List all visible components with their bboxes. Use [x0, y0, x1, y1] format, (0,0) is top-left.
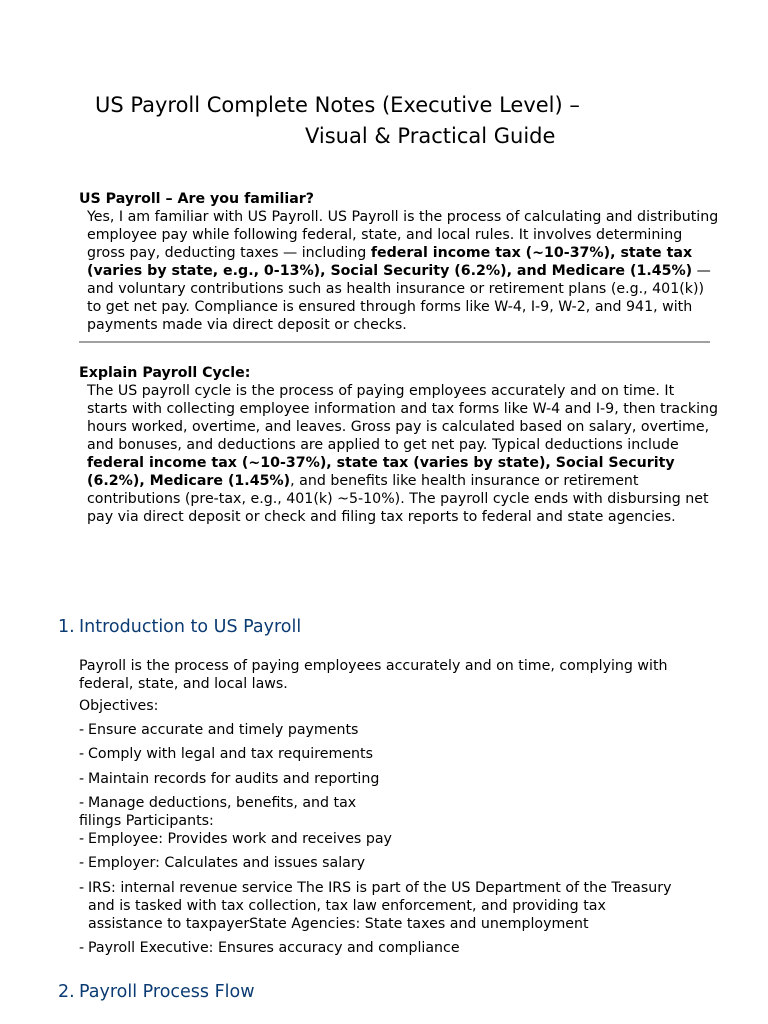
list-item	[79, 879, 679, 933]
list-dash: -	[79, 831, 85, 847]
document-title	[0, 90, 768, 152]
qa-payroll-cycle	[79, 364, 719, 526]
list-item	[79, 721, 699, 739]
list-item	[79, 854, 699, 872]
title-line-1: US Payroll Complete Notes (Executive Level) –	[95, 93, 580, 117]
section-heading-2	[58, 981, 255, 1003]
list-item-text: Comply with legal and tax requirements	[88, 746, 373, 762]
list-item-continuation: filings Participants:	[79, 813, 214, 829]
list-item-text: Manage deductions, benefits, and tax	[88, 795, 357, 811]
list-item-text: Payroll Executive: Ensures accuracy and compliance	[88, 940, 460, 956]
horizontal-divider	[79, 341, 710, 343]
list-dash: -	[79, 855, 85, 871]
list-item-text: Employer: Calculates and issues salary	[88, 855, 366, 871]
answer-cycle-text-2: , and benefits like health insurance or retirement contributions (pre-tax, e.g., 401(k) ~5-10%). The payroll cycle ends with disbursing net pay via direct deposit or check and filing tax reports to federal and state agencies.	[87, 473, 709, 525]
answer-familiar-text-2: — and voluntary contributions such as health insurance or retirement plans (e.g., 401(k)) to get net pay. Compliance is ensured through forms like W-4, I-9, W-2, and 941, with payments made via direct deposit or checks.	[87, 263, 711, 333]
list-dash: -	[79, 795, 85, 811]
list-item-text: IRS: internal revenue service The IRS is part of the US Department of the Treasury and is tasked with tax collection, tax law enforcement, and providing tax assistance to taxpayerState Agencies: State taxes and unemployment	[88, 880, 672, 932]
title-line-2: Visual & Practical Guide	[305, 124, 556, 148]
section-title-1: Introduction to US Payroll	[79, 617, 302, 637]
list-item	[79, 830, 699, 848]
list-dash: -	[79, 722, 85, 738]
list-dash: -	[79, 940, 85, 956]
answer-familiar-bold: federal income tax (~10-37%), state tax (varies by state, e.g., 0-13%), Social Security (6.2%), and Medicare (1.45%)	[87, 245, 693, 279]
list-item	[79, 745, 699, 763]
list-dash: -	[79, 880, 85, 896]
list-item	[79, 939, 699, 957]
list-item	[79, 770, 699, 788]
list-item-text: Ensure accurate and timely payments	[88, 722, 359, 738]
question-payroll-cycle: Explain Payroll Cycle:	[79, 365, 251, 381]
section-number-1: 1.	[58, 617, 75, 637]
objectives-label: Objectives:	[79, 698, 159, 714]
list-item	[79, 794, 699, 812]
qa-familiar	[79, 190, 719, 334]
section-number-2: 2.	[58, 982, 75, 1002]
answer-familiar-text-1: Yes, I am familiar with US Payroll. US Payroll is the process of calculating and distributing employee pay while following federal, state, and local rules. It involves determining gross pay, deducting taxes — including	[87, 209, 719, 261]
answer-familiar	[79, 208, 719, 334]
list-dash: -	[79, 746, 85, 762]
list-dash: -	[79, 771, 85, 787]
list-item-text: Employee: Provides work and receives pay	[88, 831, 392, 847]
answer-payroll-cycle	[79, 382, 719, 526]
section1-intro: Payroll is the process of paying employees accurately and on time, complying with federal, state, and local laws.	[79, 658, 668, 692]
section-heading-1	[58, 616, 301, 638]
section-title-2: Payroll Process Flow	[79, 982, 255, 1002]
question-familiar: US Payroll – Are you familiar?	[79, 191, 315, 207]
list-item-text: Maintain records for audits and reporting	[88, 771, 380, 787]
answer-cycle-text-1: The US payroll cycle is the process of paying employees accurately and on time. It starts with collecting employee information and tax forms like W-4 and I-9, then tracking hours worked, overtime, and leaves. Gross pay is calculated based on salary, overtime, and bonuses, and deductions are applied to get net pay. Typical deductions include	[87, 383, 719, 453]
answer-cycle-bold: federal income tax (~10-37%), state tax (varies by state), Social Security (6.2%), Medicare (1.45%)	[87, 455, 675, 489]
